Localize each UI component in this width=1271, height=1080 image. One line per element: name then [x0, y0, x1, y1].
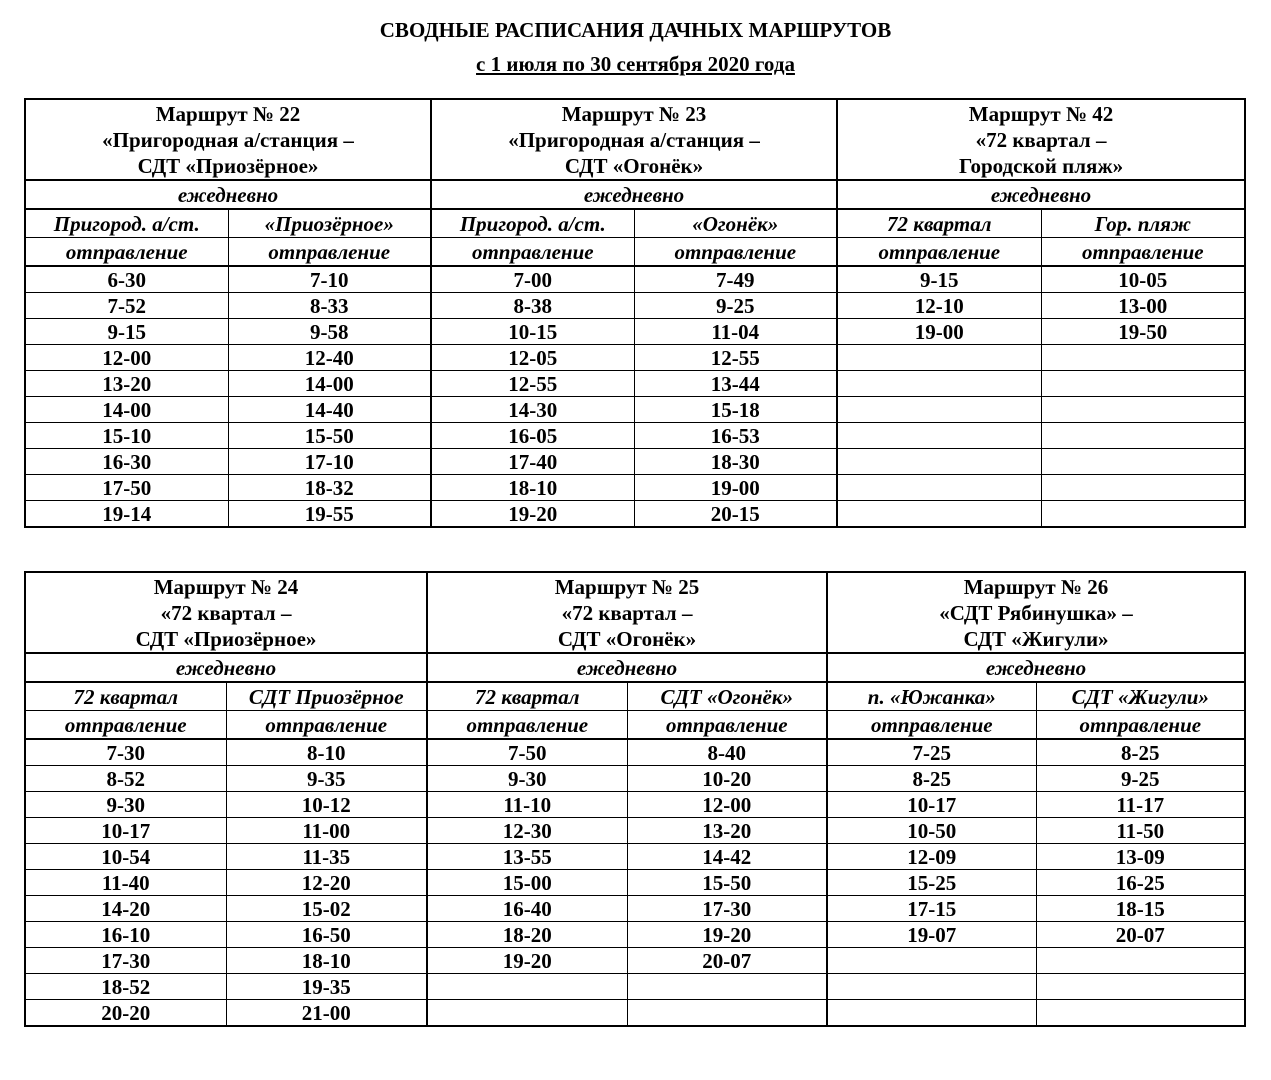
frequency-row [25, 653, 1245, 682]
departure-time-b [1041, 345, 1245, 371]
departure-time-a: 9-15 [25, 319, 228, 345]
departure-label-b: отправление [1041, 238, 1245, 267]
route-frequency: ежедневно [25, 180, 431, 209]
route-frequency: ежедневно [827, 653, 1245, 682]
departure-time-b: 15-50 [228, 423, 431, 449]
departure-time-b [1041, 371, 1245, 397]
page-subtitle-text: с 1 июля по 30 сентября 2020 года [476, 52, 795, 76]
time-row [25, 397, 1245, 423]
departure-time-a [837, 423, 1041, 449]
route-line2: «72 квартал – [160, 600, 292, 625]
departure-time-b: 8-33 [228, 293, 431, 319]
route-number: Маршрут № 23 [561, 101, 707, 126]
route-frequency: ежедневно [431, 180, 837, 209]
departure-time-b: 18-30 [634, 449, 837, 475]
departure-time-a: 9-15 [837, 266, 1041, 293]
departure-time-b: 8-25 [1036, 739, 1245, 766]
route-line2: «Пригородная а/станция – [102, 127, 354, 152]
departure-label-a: отправление [25, 238, 228, 267]
departure-time-b: 19-50 [1041, 319, 1245, 345]
departure-time-a: 14-20 [25, 896, 226, 922]
departure-time-a: 18-20 [427, 922, 627, 948]
departure-time-a [837, 449, 1041, 475]
departure-time-a: 18-52 [25, 974, 226, 1000]
frequency-row [25, 180, 1245, 209]
departure-time-b: 13-44 [634, 371, 837, 397]
departure-time-b [1036, 974, 1245, 1000]
departure-time-b: 9-25 [634, 293, 837, 319]
departure-time-b: 12-00 [627, 792, 827, 818]
departure-time-a: 12-55 [431, 371, 634, 397]
departure-time-a: 12-09 [827, 844, 1036, 870]
route-line2: «Пригородная а/станция – [508, 127, 760, 152]
time-row [25, 501, 1245, 528]
departure-time-a: 8-52 [25, 766, 226, 792]
schedule-table-2 [24, 571, 1246, 1027]
departure-label-a: отправление [427, 711, 627, 740]
departure-time-a: 10-15 [431, 319, 634, 345]
time-row [25, 896, 1245, 922]
route-line3: СДТ «Огонёк» [557, 626, 697, 651]
route-number: Маршрут № 42 [968, 101, 1114, 126]
route-line2: «72 квартал – [561, 600, 693, 625]
departure-time-b: 11-35 [226, 844, 427, 870]
departure-time-b: 7-10 [228, 266, 431, 293]
time-row [25, 974, 1245, 1000]
departure-time-a [427, 974, 627, 1000]
departure-time-b: 15-02 [226, 896, 427, 922]
route-line3: СДТ «Приозёрное» [135, 626, 317, 651]
stops-row [25, 682, 1245, 711]
departure-time-b: 15-18 [634, 397, 837, 423]
departure-time-a: 11-10 [427, 792, 627, 818]
departure-label-b: отправление [627, 711, 827, 740]
departure-time-b: 9-25 [1036, 766, 1245, 792]
stop-name-b: СДТ «Жигули» [1036, 682, 1245, 711]
time-row [25, 818, 1245, 844]
departure-time-a: 7-30 [25, 739, 226, 766]
departure-time-a [837, 475, 1041, 501]
departure-time-b: 16-50 [226, 922, 427, 948]
departure-time-b [1036, 948, 1245, 974]
stop-name-b: СДТ Приозёрное [226, 682, 427, 711]
time-row [25, 475, 1245, 501]
departure-time-b: 19-00 [634, 475, 837, 501]
departure-time-b: 20-15 [634, 501, 837, 528]
page-subtitle [0, 52, 1271, 77]
departure-time-a [837, 371, 1041, 397]
departure-time-b: 19-20 [627, 922, 827, 948]
time-row [25, 371, 1245, 397]
route-header [431, 99, 837, 180]
departure-time-a [827, 1000, 1036, 1027]
departure-time-a: 15-25 [827, 870, 1036, 896]
route-number: Маршрут № 24 [153, 574, 299, 599]
time-row [25, 948, 1245, 974]
stop-name-a: Пригород. а/ст. [431, 209, 634, 238]
departure-time-b: 11-17 [1036, 792, 1245, 818]
departure-time-a: 12-30 [427, 818, 627, 844]
stop-name-a: 72 квартал [25, 682, 226, 711]
departure-time-a: 15-00 [427, 870, 627, 896]
departure-time-b: 8-10 [226, 739, 427, 766]
departure-time-b: 19-35 [226, 974, 427, 1000]
stop-name-a: п. «Южанка» [827, 682, 1036, 711]
departure-time-b: 20-07 [1036, 922, 1245, 948]
route-line3: СДТ «Приозёрное» [137, 153, 319, 178]
departure-time-a: 9-30 [25, 792, 226, 818]
page-title: СВОДНЫЕ РАСПИСАНИЯ ДАЧНЫХ МАРШРУТОВ [379, 18, 892, 42]
stop-name-a: 72 квартал [427, 682, 627, 711]
departure-label-a: отправление [25, 711, 226, 740]
time-row [25, 293, 1245, 319]
departure-time-b: 12-40 [228, 345, 431, 371]
departure-time-a: 19-07 [827, 922, 1036, 948]
departure-time-a: 7-52 [25, 293, 228, 319]
route-frequency: ежедневно [427, 653, 827, 682]
departure-time-b: 13-00 [1041, 293, 1245, 319]
route-line2: «СДТ Рябинушка» – [939, 600, 1133, 625]
departure-time-a: 12-05 [431, 345, 634, 371]
departure-time-a: 11-40 [25, 870, 226, 896]
departure-time-b [1041, 449, 1245, 475]
departure-time-b: 10-05 [1041, 266, 1245, 293]
route-header-row [25, 572, 1245, 653]
departure-time-b [1041, 397, 1245, 423]
departure-time-b: 19-55 [228, 501, 431, 528]
route-header [427, 572, 827, 653]
departure-time-b: 18-10 [226, 948, 427, 974]
stop-name-b: «Приозёрное» [228, 209, 431, 238]
departure-time-b: 12-20 [226, 870, 427, 896]
departure-time-a: 16-40 [427, 896, 627, 922]
departure-label-a: отправление [827, 711, 1036, 740]
route-number: Маршрут № 26 [963, 574, 1109, 599]
departure-time-a [837, 501, 1041, 528]
departure-time-b: 15-50 [627, 870, 827, 896]
route-number: Маршрут № 22 [155, 101, 301, 126]
route-number: Маршрут № 25 [554, 574, 700, 599]
route-header [827, 572, 1245, 653]
departure-time-b: 17-10 [228, 449, 431, 475]
time-row [25, 870, 1245, 896]
departure-time-a: 7-50 [427, 739, 627, 766]
departure-time-a: 19-14 [25, 501, 228, 528]
departure-time-b: 14-42 [627, 844, 827, 870]
departure-time-a: 17-50 [25, 475, 228, 501]
departure-time-a: 19-20 [427, 948, 627, 974]
departure-time-b: 21-00 [226, 1000, 427, 1027]
departure-time-a: 10-17 [827, 792, 1036, 818]
departure-time-a: 17-30 [25, 948, 226, 974]
departure-time-b [1041, 423, 1245, 449]
stop-name-a: 72 квартал [837, 209, 1041, 238]
departure-time-a: 13-20 [25, 371, 228, 397]
departure-label-b: отправление [1036, 711, 1245, 740]
departure-time-b: 11-00 [226, 818, 427, 844]
departure-time-a: 19-20 [431, 501, 634, 528]
departure-time-a: 8-25 [827, 766, 1036, 792]
departure-time-a [837, 345, 1041, 371]
route-header [25, 572, 427, 653]
time-row [25, 922, 1245, 948]
departure-time-b: 18-32 [228, 475, 431, 501]
route-line3: СДТ «Огонёк» [564, 153, 704, 178]
departure-time-b: 10-12 [226, 792, 427, 818]
departure-time-a: 7-25 [827, 739, 1036, 766]
departure-time-a: 20-20 [25, 1000, 226, 1027]
departure-time-a [827, 948, 1036, 974]
departure-time-a: 14-30 [431, 397, 634, 423]
departure-time-b: 16-25 [1036, 870, 1245, 896]
departure-time-a [827, 974, 1036, 1000]
departure-time-b: 13-20 [627, 818, 827, 844]
departure-time-b: 7-49 [634, 266, 837, 293]
departure-time-a: 10-17 [25, 818, 226, 844]
departure-time-a: 12-10 [837, 293, 1041, 319]
route-frequency: ежедневно [837, 180, 1245, 209]
departure-time-b: 8-40 [627, 739, 827, 766]
time-row [25, 319, 1245, 345]
departure-time-a: 18-10 [431, 475, 634, 501]
departure-time-b: 16-53 [634, 423, 837, 449]
route-frequency: ежедневно [25, 653, 427, 682]
time-row [25, 449, 1245, 475]
route-header-row [25, 99, 1245, 180]
departure-time-a: 10-54 [25, 844, 226, 870]
departure-time-b: 12-55 [634, 345, 837, 371]
departure-label-row [25, 238, 1245, 267]
departure-time-b [1041, 501, 1245, 528]
time-row [25, 1000, 1245, 1027]
departure-label-b: отправление [228, 238, 431, 267]
departure-time-a: 15-10 [25, 423, 228, 449]
departure-label-row [25, 711, 1245, 740]
departure-time-b: 10-20 [627, 766, 827, 792]
departure-time-a: 17-40 [431, 449, 634, 475]
departure-time-a: 16-10 [25, 922, 226, 948]
time-row [25, 844, 1245, 870]
departure-time-b: 20-07 [627, 948, 827, 974]
route-header [837, 99, 1245, 180]
stop-name-b: «Огонёк» [634, 209, 837, 238]
schedule-table-1 [24, 98, 1246, 528]
stop-name-b: Гор. пляж [1041, 209, 1245, 238]
stop-name-a: Пригород. а/ст. [25, 209, 228, 238]
departure-time-a: 10-50 [827, 818, 1036, 844]
departure-time-b [1041, 475, 1245, 501]
departure-time-b: 11-04 [634, 319, 837, 345]
departure-time-b: 14-40 [228, 397, 431, 423]
departure-time-b: 11-50 [1036, 818, 1245, 844]
departure-time-a: 8-38 [431, 293, 634, 319]
time-row [25, 739, 1245, 766]
departure-time-b: 9-58 [228, 319, 431, 345]
route-header [25, 99, 431, 180]
time-row [25, 766, 1245, 792]
departure-time-a [837, 397, 1041, 423]
departure-time-a: 13-55 [427, 844, 627, 870]
departure-time-b [627, 974, 827, 1000]
departure-time-b: 13-09 [1036, 844, 1245, 870]
departure-time-a: 14-00 [25, 397, 228, 423]
departure-time-b: 17-30 [627, 896, 827, 922]
departure-time-a: 6-30 [25, 266, 228, 293]
departure-time-a: 12-00 [25, 345, 228, 371]
departure-time-b: 9-35 [226, 766, 427, 792]
departure-time-b: 14-00 [228, 371, 431, 397]
departure-time-a: 16-05 [431, 423, 634, 449]
departure-time-a: 19-00 [837, 319, 1041, 345]
stop-name-b: СДТ «Огонёк» [627, 682, 827, 711]
departure-time-a: 16-30 [25, 449, 228, 475]
route-line2: «72 квартал – [975, 127, 1107, 152]
departure-time-b: 18-15 [1036, 896, 1245, 922]
departure-time-a: 7-00 [431, 266, 634, 293]
departure-label-a: отправление [837, 238, 1041, 267]
stops-row [25, 209, 1245, 238]
departure-time-a [427, 1000, 627, 1027]
departure-label-b: отправление [634, 238, 837, 267]
time-row [25, 792, 1245, 818]
time-row [25, 423, 1245, 449]
departure-time-b [627, 1000, 827, 1027]
route-line3: Городской пляж» [958, 153, 1124, 178]
time-row [25, 266, 1245, 293]
departure-time-a: 9-30 [427, 766, 627, 792]
departure-time-a: 17-15 [827, 896, 1036, 922]
route-line3: СДТ «Жигули» [963, 626, 1109, 651]
departure-label-b: отправление [226, 711, 427, 740]
departure-label-a: отправление [431, 238, 634, 267]
time-row [25, 345, 1245, 371]
departure-time-b [1036, 1000, 1245, 1027]
